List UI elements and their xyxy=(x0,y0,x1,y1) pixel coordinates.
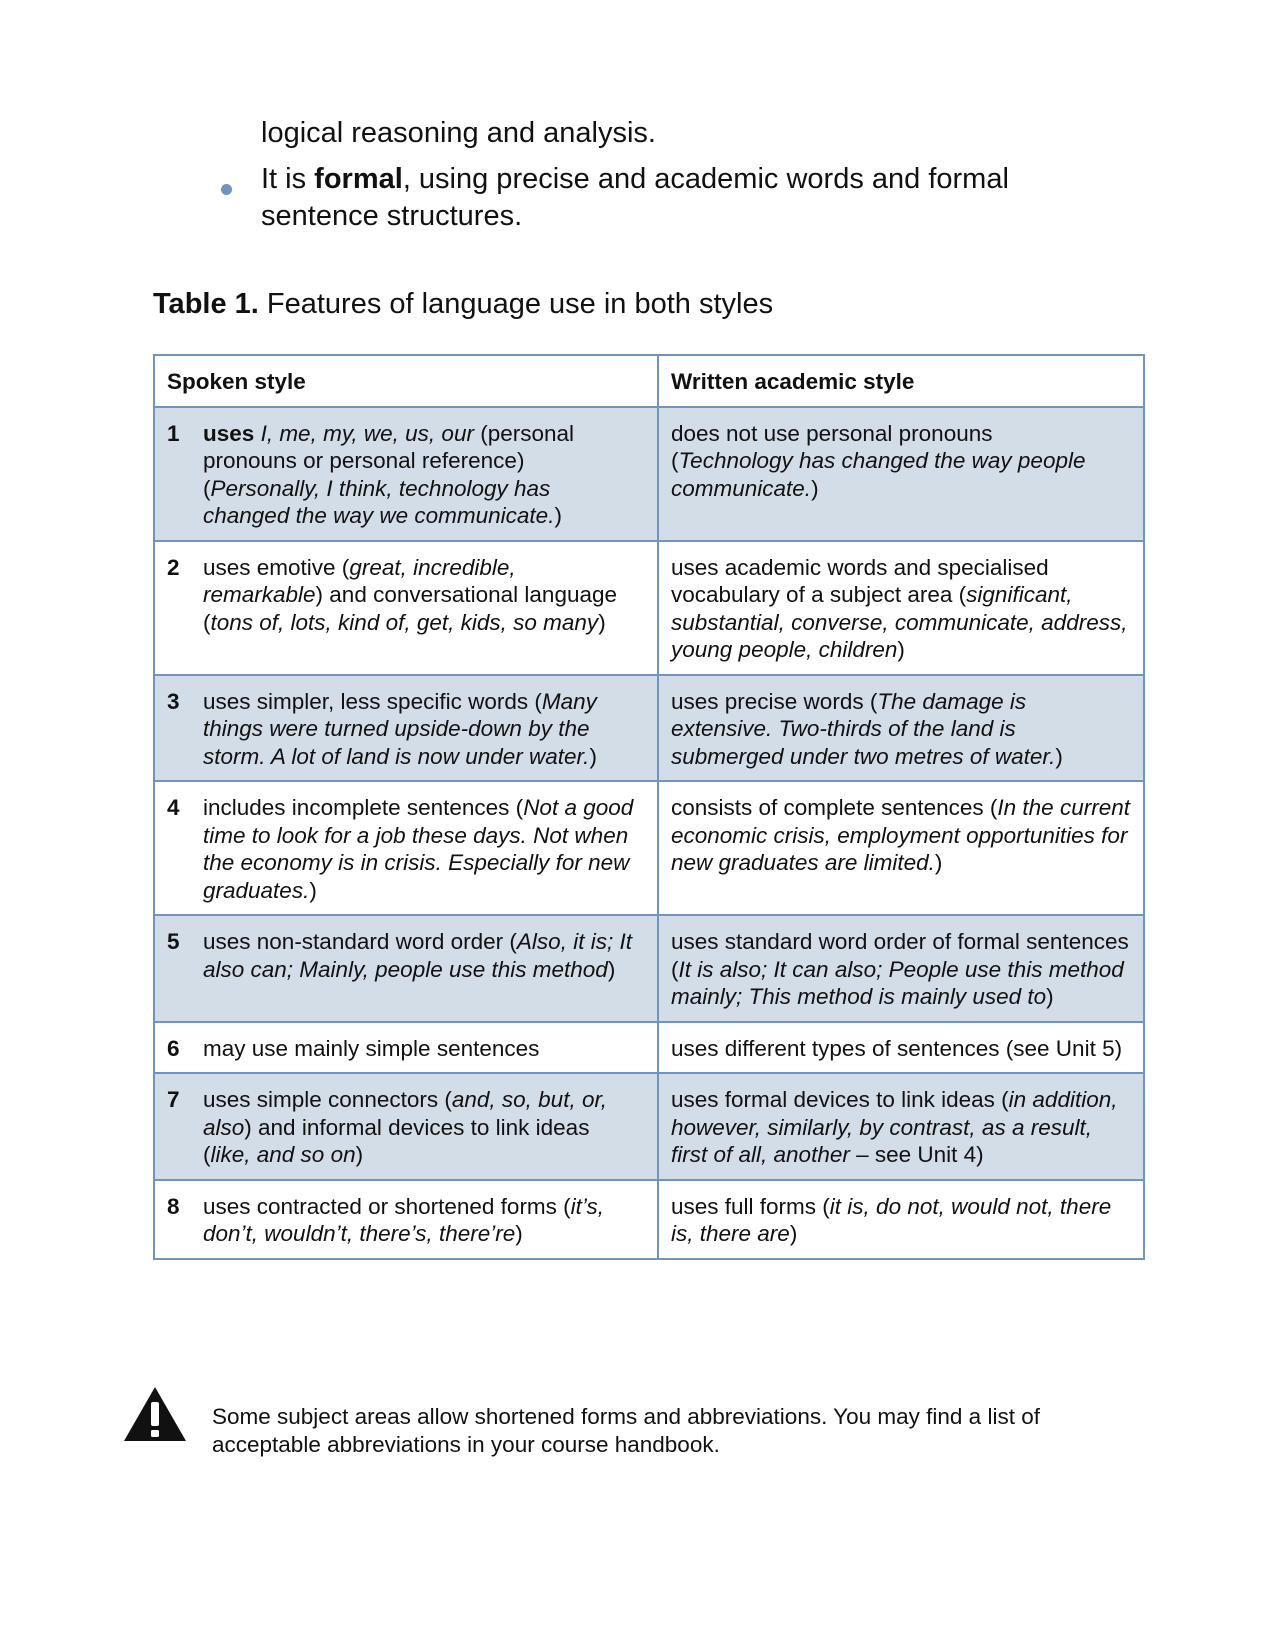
written-style-cell xyxy=(658,541,1144,675)
spoken-style-cell xyxy=(154,781,658,915)
written-style-text: uses different types of sentences (see Unit 5) xyxy=(671,1035,1123,1061)
row-number: 7 xyxy=(167,1087,180,1112)
table-row xyxy=(154,675,1144,782)
written-style-text: uses formal devices to link ideas (in addition, however, similarly, by contrast, as a result, first of all, another – see Unit 4) xyxy=(671,1087,1118,1167)
row-number: 8 xyxy=(167,1193,180,1219)
intro-line-3: sentence structures. xyxy=(261,200,523,232)
written-style-cell xyxy=(658,781,1144,915)
spoken-style-cell xyxy=(154,407,658,541)
bullet-dot-icon xyxy=(221,184,232,195)
row-number: 6 xyxy=(167,1035,180,1061)
spoken-style-text: includes incomplete sentences (Not a good time to look for a job these days. Not when the economy is in crisis. Especially for new graduates.) xyxy=(203,795,634,903)
written-style-text: does not use personal pronouns (Technology has changed the way people communicate.) xyxy=(671,420,1086,501)
header-written-style: Written academic style xyxy=(658,355,1144,407)
row-number: 2 xyxy=(167,554,180,580)
written-style-text: consists of complete sentences (In the current economic crisis, employment opportunities for new graduates are limited.) xyxy=(671,795,1130,875)
intro-line-1: logical reasoning and analysis. xyxy=(261,117,656,149)
header-spoken-style: Spoken style xyxy=(154,355,658,407)
written-style-cell xyxy=(658,1180,1144,1259)
table-row xyxy=(154,541,1144,675)
row-number: 3 xyxy=(167,688,180,714)
written-style-text: uses academic words and specialised vocabulary of a subject area (significant, substantial, converse, communicate, address, young people, children) xyxy=(671,554,1128,662)
row-number: 5 xyxy=(167,929,180,954)
spoken-style-text: uses emotive (great, incredible, remarkable) and conversational language (tons of, lots, kind of, get, kids, so many) xyxy=(203,554,618,635)
spoken-style-text: may use mainly simple sentences xyxy=(203,1035,540,1061)
table-header-row xyxy=(154,355,1144,407)
written-style-text: uses standard word order of formal sentences (It is also; It can also; People use this method mainly; This method is mainly used to) xyxy=(671,929,1129,1009)
features-table xyxy=(153,354,1145,1260)
row-number: 1 xyxy=(167,420,180,446)
written-style-text: uses full forms (it is, do not, would not, there is, there are) xyxy=(671,1193,1112,1246)
table-row xyxy=(154,407,1144,541)
spoken-style-text: uses simpler, less specific words (Many things were turned upside-down by the storm. A lot of land is now under water.) xyxy=(203,688,597,769)
written-style-text: uses precise words (The damage is extensive. Two-thirds of the land is submerged under two metres of water.) xyxy=(671,688,1063,769)
note-text: Some subject areas allow shortened forms and abbreviations. You may find a list of acceptable abbreviations in your course handbook. xyxy=(212,1404,1040,1457)
spoken-style-cell xyxy=(154,1180,658,1259)
written-style-cell xyxy=(658,1022,1144,1074)
table-row xyxy=(154,1073,1144,1180)
spoken-style-text: uses contracted or shortened forms (it’s, don’t, wouldn’t, there’s, there’re) xyxy=(203,1193,605,1246)
spoken-style-cell xyxy=(154,541,658,675)
table-body xyxy=(154,407,1144,1259)
spoken-style-cell xyxy=(154,675,658,782)
written-style-cell xyxy=(658,675,1144,782)
warning-triangle-icon xyxy=(123,1386,187,1442)
table-row xyxy=(154,1180,1144,1259)
bullet-rest: , using precise and academic words and formal xyxy=(402,163,1009,195)
table-row xyxy=(154,781,1144,915)
table-caption xyxy=(153,286,773,322)
bullet-prefix: It is xyxy=(261,163,315,195)
table-caption-label: Table 1. xyxy=(153,288,259,320)
bullet-bold-word: formal xyxy=(314,163,403,195)
spoken-style-cell xyxy=(154,915,658,1022)
table-row xyxy=(154,915,1144,1022)
spoken-style-text: uses I, me, my, we, us, our (personal pronouns or personal reference) (Personally, I think, technology has changed the way we communicate.) xyxy=(203,420,575,528)
intro-bullet-line xyxy=(261,161,1009,198)
spoken-style-cell xyxy=(154,1073,658,1180)
table-caption-text: Features of language use in both styles xyxy=(258,288,774,320)
spoken-style-cell xyxy=(154,1022,658,1074)
written-style-cell xyxy=(658,915,1144,1022)
written-style-cell xyxy=(658,407,1144,541)
table-row xyxy=(154,1022,1144,1074)
row-number: 4 xyxy=(167,795,180,820)
spoken-style-text: uses simple connectors (and, so, but, or, also) and informal devices to link ideas (like, and so on) xyxy=(203,1087,607,1167)
spoken-style-text: uses non-standard word order (Also, it is; It also can; Mainly, people use this method) xyxy=(203,929,632,982)
written-style-cell xyxy=(658,1073,1144,1180)
